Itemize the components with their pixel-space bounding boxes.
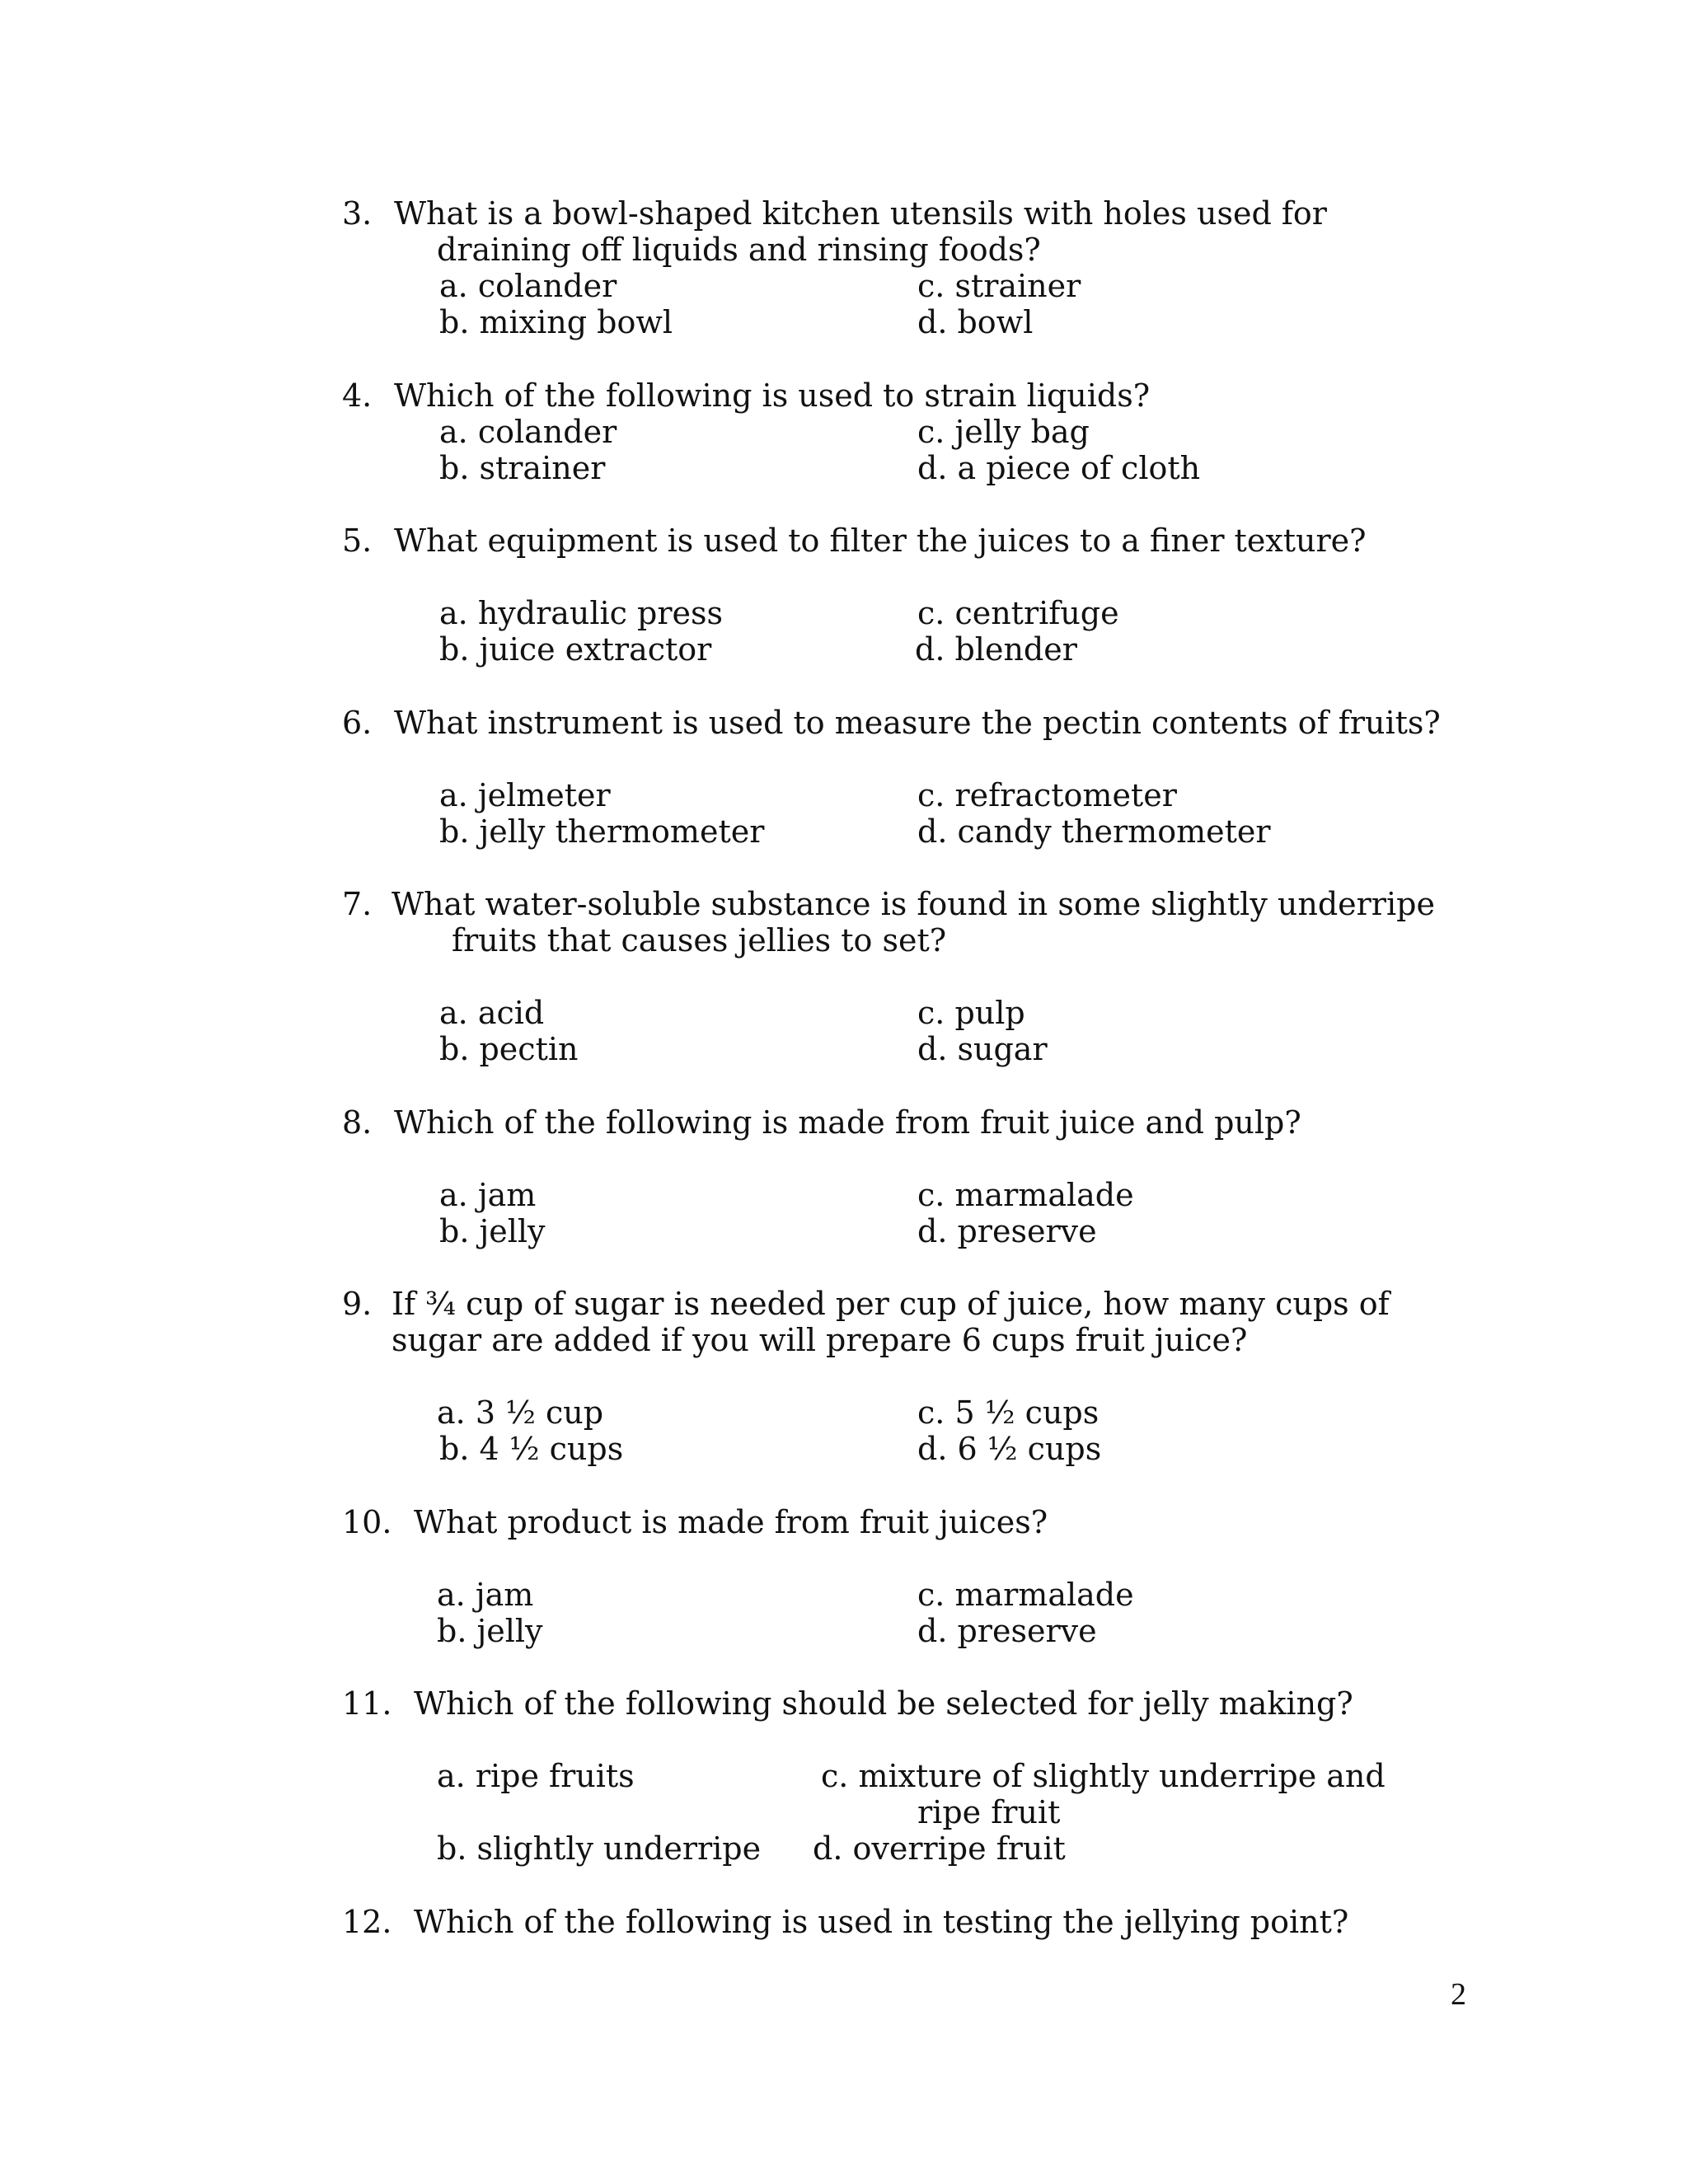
option-a: a. hydraulic press — [439, 595, 724, 631]
option-c: c. centrifuge — [917, 595, 1119, 631]
option-c: c. jelly bag — [917, 414, 1090, 450]
question-number: 9. — [342, 1286, 373, 1322]
page-number: 2 — [1451, 1977, 1466, 2012]
question-text: What is a bowl-shaped kitchen utensils with holes used for — [394, 195, 1327, 232]
option-a: a. colander — [439, 268, 617, 304]
question-text-cont: fruits that causes jellies to set? — [452, 922, 947, 958]
option-a: a. jam — [437, 1577, 534, 1613]
question-text-cont: sugar are added if you will prepare 6 cups fruit juice? — [392, 1322, 1248, 1358]
option-d: d. bowl — [917, 304, 1034, 340]
option-b: b. slightly underripe — [437, 1830, 762, 1867]
option-b: b. juice extractor — [439, 631, 712, 668]
question-text: Which of the following is used in testing the jellying point? — [414, 1904, 1349, 1940]
option-c: c. mixture of slightly underripe and — [821, 1758, 1386, 1794]
question-text: Which of the following should be selected for jelly making? — [414, 1685, 1353, 1722]
option-c: c. strainer — [917, 268, 1081, 304]
option-a: a. jelmeter — [439, 777, 611, 813]
option-b: b. strainer — [439, 450, 606, 486]
question-text: What product is made from fruit juices? — [414, 1504, 1048, 1540]
question-number: 12. — [342, 1904, 392, 1940]
option-c-cont: ripe fruit — [917, 1794, 1061, 1830]
question-number: 4. — [342, 377, 373, 414]
question-text: What water-soluble substance is found in some slightly underripe — [392, 886, 1435, 922]
option-d: d. preserve — [917, 1613, 1097, 1649]
option-a: a. jam — [439, 1177, 537, 1213]
option-b: b. mixing bowl — [439, 304, 673, 340]
option-b: b. jelly — [439, 1213, 546, 1249]
option-d: d. sugar — [917, 1031, 1048, 1067]
option-c: c. marmalade — [917, 1177, 1134, 1213]
option-c: c. marmalade — [917, 1577, 1134, 1613]
option-d: d. preserve — [917, 1213, 1097, 1249]
question-number: 11. — [342, 1685, 392, 1722]
option-a: a. ripe fruits — [437, 1758, 635, 1794]
question-number: 6. — [342, 705, 373, 741]
question-text-cont: draining off liquids and rinsing foods? — [437, 232, 1041, 268]
option-d: d. a piece of cloth — [917, 450, 1201, 486]
option-b: b. jelly — [437, 1613, 543, 1649]
option-d: d. blender — [915, 631, 1077, 668]
question-number: 5. — [342, 523, 373, 559]
option-b: b. pectin — [439, 1031, 579, 1067]
option-d: d. candy thermometer — [917, 813, 1271, 850]
question-text: What instrument is used to measure the pectin contents of fruits? — [394, 705, 1441, 741]
question-text: Which of the following is made from fruit juice and pulp? — [394, 1104, 1301, 1141]
option-a: a. 3 ½ cup — [437, 1394, 604, 1431]
option-d: d. 6 ½ cups — [917, 1431, 1102, 1467]
question-text: Which of the following is used to strain liquids? — [394, 377, 1151, 414]
option-c: c. pulp — [917, 995, 1025, 1031]
option-d: d. overripe fruit — [813, 1830, 1066, 1867]
option-b: b. 4 ½ cups — [439, 1431, 624, 1467]
option-a: a. colander — [439, 414, 617, 450]
option-c: c. refractometer — [917, 777, 1177, 813]
question-number: 10. — [342, 1504, 392, 1540]
option-a: a. acid — [439, 995, 545, 1031]
question-number: 8. — [342, 1104, 373, 1141]
question-text: What equipment is used to filter the juices to a finer texture? — [394, 523, 1367, 559]
option-c: c. 5 ½ cups — [917, 1394, 1100, 1431]
question-text: If ¾ cup of sugar is needed per cup of juice, how many cups of — [392, 1286, 1390, 1322]
question-number: 3. — [342, 195, 373, 232]
question-number: 7. — [342, 886, 373, 922]
option-b: b. jelly thermometer — [439, 813, 765, 850]
